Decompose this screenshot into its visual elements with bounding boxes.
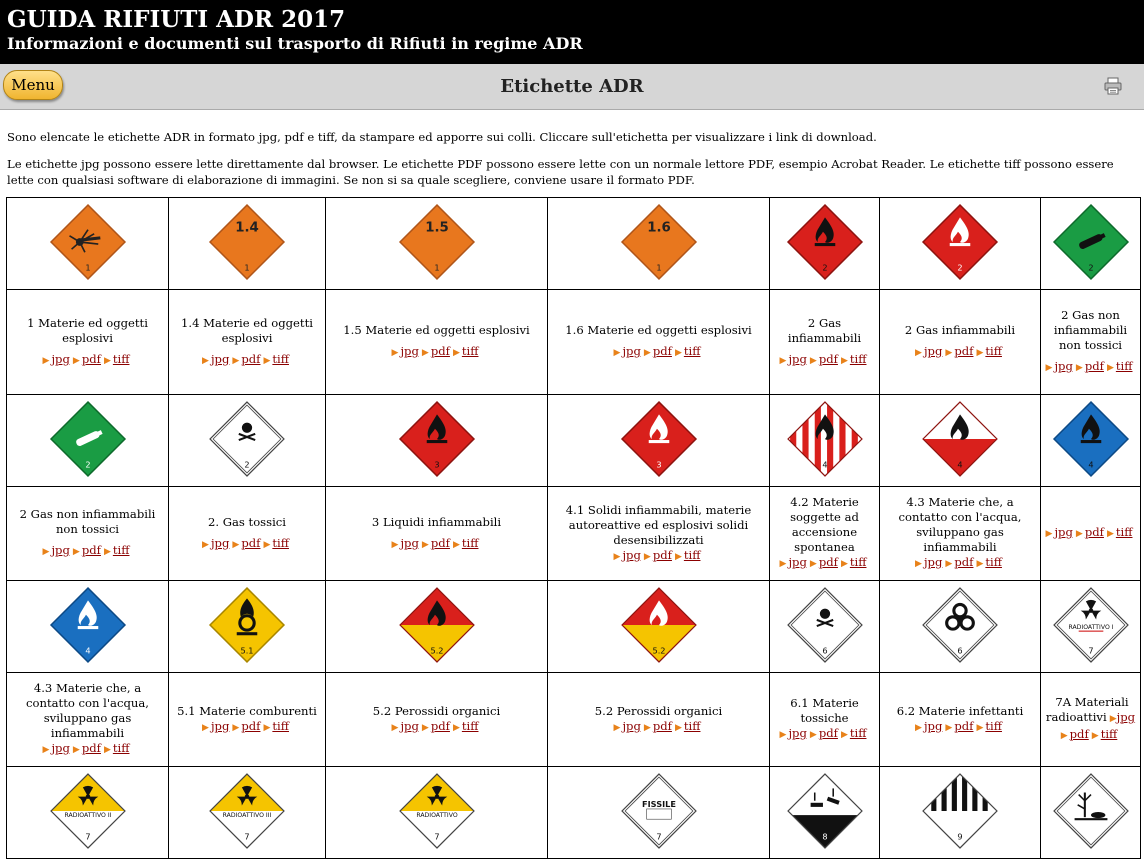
jpg-link[interactable]: jpg xyxy=(400,718,419,733)
explosive-1-5-label-icon[interactable] xyxy=(398,203,476,281)
label-number: 7 xyxy=(433,831,440,842)
menu-button[interactable]: Menu xyxy=(3,70,63,100)
site-title: GUIDA RIFIUTI ADR 2017 xyxy=(7,6,346,33)
pdf-link[interactable]: pdf xyxy=(818,726,838,740)
label-caption-cell xyxy=(169,673,326,767)
label-cell[interactable] xyxy=(169,581,326,673)
label-number: 2 xyxy=(821,262,828,273)
download-links: ▶ jpg ▶ pdf ▶ tiff xyxy=(915,555,1002,569)
label-caption: 4.2 Materie soggette ad accensione spontanea xyxy=(790,495,859,554)
jpg-link[interactable]: jpg xyxy=(622,344,641,358)
flammable-gas-white-label-icon[interactable] xyxy=(921,203,999,281)
label-number: 1 xyxy=(244,262,250,273)
jpg-link[interactable]: jpg xyxy=(400,344,419,358)
label-cell[interactable] xyxy=(770,581,880,673)
pdf-link[interactable]: pdf xyxy=(954,344,974,358)
flammable-liquid-white-label-icon[interactable] xyxy=(620,400,698,478)
tiff-link[interactable]: tiff xyxy=(461,535,479,550)
label-number: 4 xyxy=(957,459,963,470)
pdf-link[interactable]: pdf xyxy=(652,547,672,562)
label-cell[interactable] xyxy=(169,767,326,859)
label-caption-cell xyxy=(548,487,770,581)
label-number: 7 xyxy=(655,831,662,842)
label-number: 2 xyxy=(244,459,250,470)
tiff-link[interactable]: tiff xyxy=(272,718,289,733)
download-links: ▶ jpg ▶ pdf ▶ tiff xyxy=(779,351,867,366)
label-caption: 7A Materiali radioattivi xyxy=(1045,695,1129,724)
label-cell[interactable] xyxy=(1041,581,1141,673)
jpg-link[interactable]: jpg xyxy=(622,547,641,562)
label-cell[interactable] xyxy=(770,395,880,487)
label-caption: 2 Gas infiammabili xyxy=(787,315,862,345)
label-caption: 4.1 Solidi infiammabili, materie autoreattive ed esplosivi solidi desensibilizzati xyxy=(565,502,752,547)
label-caption: 1.5 Materie ed oggetti esplosivi xyxy=(343,323,530,337)
download-links: ▶ jpg ▶ pdf ▶ tiff xyxy=(202,718,289,733)
label-number: 5.1 xyxy=(240,645,254,656)
label-caption-cell xyxy=(880,487,1041,581)
label-radio-text: RADIOATTIVO xyxy=(415,811,458,819)
label-caption-cell xyxy=(169,290,326,395)
radioactive-label-icon[interactable] xyxy=(398,772,476,850)
label-cell[interactable] xyxy=(548,395,770,487)
tiff-link[interactable]: tiff xyxy=(461,344,479,358)
download-links: ▶ jpg ▶ pdf ▶ tiff xyxy=(202,535,289,550)
jpg-link[interactable]: jpg xyxy=(51,543,70,557)
jpg-link[interactable]: jpg xyxy=(400,535,419,550)
label-caption: 1.6 Materie ed oggetti esplosivi xyxy=(565,323,752,337)
label-symbol: 1.4 xyxy=(235,220,259,236)
label-caption: 5.2 Perossidi organici xyxy=(594,703,723,718)
pdf-link[interactable]: pdf xyxy=(1084,525,1104,539)
tiff-link[interactable]: tiff xyxy=(1115,359,1133,373)
label-cell[interactable] xyxy=(326,198,548,290)
environment-hazard-label-icon[interactable] xyxy=(1052,772,1130,850)
label-caption-cell xyxy=(326,487,548,581)
download-links: ▶ jpg ▶ pdf ▶ tiff xyxy=(1045,525,1133,539)
tiff-link[interactable]: tiff xyxy=(683,718,701,733)
label-symbol: 1.5 xyxy=(424,220,449,236)
label-number: 1 xyxy=(433,262,440,273)
download-links: ▶ jpg ▶ pdf ▶ tiff xyxy=(202,351,289,366)
download-links: ▶ jpg ▶ pdf ▶ tiff xyxy=(391,718,479,733)
flammable-liquid-label-icon[interactable] xyxy=(398,400,476,478)
download-links: ▶ jpg ▶ pdf ▶ tiff xyxy=(391,535,479,550)
label-number: 8 xyxy=(821,831,828,842)
pdf-link[interactable]: pdf xyxy=(81,543,101,557)
organic-peroxide-label-icon[interactable] xyxy=(398,586,476,664)
navbar xyxy=(0,64,1144,110)
jpg-link[interactable]: jpg xyxy=(923,555,943,569)
spontaneous-combustion-label-icon[interactable] xyxy=(921,400,999,478)
download-links: ▶ jpg ▶ pdf ▶ tiff xyxy=(915,344,1002,358)
labels-table xyxy=(6,197,1141,859)
page-title: Etichette ADR xyxy=(500,76,644,97)
jpg-link[interactable]: jpg xyxy=(788,555,807,569)
site-subtitle: Informazioni e documenti sul trasporto di Rifiuti in regime ADR xyxy=(7,34,583,53)
tiff-link[interactable]: tiff xyxy=(849,351,867,366)
label-caption-cell xyxy=(7,290,169,395)
label-caption: 2 Gas non infiammabili non tossici xyxy=(19,507,156,536)
label-fissile-text: FISSILE xyxy=(641,798,676,809)
tiff-link[interactable]: tiff xyxy=(985,344,1002,358)
oxidizer-label-icon[interactable] xyxy=(208,586,286,664)
pdf-link[interactable]: pdf xyxy=(81,351,101,366)
label-number: 2 xyxy=(84,459,91,470)
pdf-link[interactable]: pdf xyxy=(818,351,838,366)
label-caption-cell xyxy=(7,673,169,767)
tiff-link[interactable]: tiff xyxy=(849,555,867,569)
label-radio-text: RADIOATTIVO III xyxy=(222,811,272,819)
pdf-link[interactable]: pdf xyxy=(652,344,672,358)
download-links: ▶ jpg ▶ pdf ▶ tiff xyxy=(613,547,701,562)
tiff-link[interactable]: tiff xyxy=(1100,727,1118,741)
pdf-link[interactable]: pdf xyxy=(430,344,450,358)
label-caption-cell xyxy=(326,673,548,767)
jpg-link[interactable]: jpg xyxy=(1054,359,1073,373)
intro-paragraph: Sono elencate le etichette ADR in formato jpg, pdf e tiff, da stampare ed apporre sui colli. Cliccare sull'etichetta per visualizzare i link di download. xyxy=(7,130,877,144)
corrosive-label-icon[interactable] xyxy=(786,772,864,850)
label-cell[interactable] xyxy=(7,198,169,290)
label-caption: 6.2 Materie infettanti xyxy=(896,703,1024,718)
pdf-link[interactable]: pdf xyxy=(1084,359,1104,373)
label-cell[interactable] xyxy=(326,581,548,673)
misc-dangerous-label-icon[interactable] xyxy=(921,772,999,850)
jpg-link[interactable]: jpg xyxy=(1054,525,1073,539)
download-links: ▶ jpg ▶ pdf ▶ tiff xyxy=(613,718,701,733)
download-links: ▶ jpg ▶ pdf ▶ tiff xyxy=(1045,359,1133,373)
non-flammable-gas-white-label-icon[interactable] xyxy=(49,400,127,478)
jpg-link[interactable]: jpg xyxy=(923,718,943,733)
label-caption: 2. Gas tossici xyxy=(207,514,286,529)
label-caption-cell xyxy=(880,290,1041,395)
label-caption-cell xyxy=(1041,290,1141,395)
label-number: 2 xyxy=(1087,262,1094,273)
label-cell[interactable] xyxy=(880,198,1041,290)
fissile-label-icon[interactable] xyxy=(620,772,698,850)
download-links: ▶ jpg ▶ pdf ▶ tiff xyxy=(613,344,701,358)
label-cell[interactable] xyxy=(880,395,1041,487)
jpg-link[interactable]: jpg xyxy=(210,718,230,733)
label-cell[interactable] xyxy=(548,581,770,673)
toxic-gas-label-icon[interactable] xyxy=(208,400,286,478)
label-cell[interactable] xyxy=(7,767,169,859)
tiff-link[interactable]: tiff xyxy=(849,726,867,740)
explosive-1-6-label-icon[interactable] xyxy=(620,203,698,281)
radioactive-i-label-icon[interactable] xyxy=(1052,586,1130,664)
jpg-link[interactable]: jpg xyxy=(51,351,70,366)
label-caption-cell xyxy=(880,673,1041,767)
jpg-link[interactable]: jpg xyxy=(788,351,807,366)
label-caption-cell: 7A Materiali radioattivi ▶jpg ▶ pdf ▶ tiff xyxy=(1041,673,1141,767)
download-links: ▶ jpg ▶ pdf ▶ tiff xyxy=(391,344,479,358)
label-caption-cell xyxy=(1041,487,1141,581)
label-number: 3 xyxy=(433,459,440,470)
label-cell[interactable] xyxy=(880,767,1041,859)
pdf-link[interactable]: pdf xyxy=(954,555,974,569)
intro-text xyxy=(0,110,1144,188)
label-cell[interactable] xyxy=(7,395,169,487)
label-caption-cell xyxy=(7,487,169,581)
download-links: ▶ jpg ▶ pdf ▶ tiff xyxy=(915,718,1002,733)
label-number: 5.2 xyxy=(651,645,666,656)
label-caption: 2 Gas non infiammabili non tossici xyxy=(1053,308,1128,352)
label-cell[interactable] xyxy=(770,198,880,290)
flammable-gas-label-icon[interactable] xyxy=(786,203,864,281)
biohazard-label-icon[interactable] xyxy=(921,586,999,664)
jpg-link[interactable]: jpg xyxy=(51,741,70,755)
download-links: ▶ pdf ▶ tiff xyxy=(1060,727,1118,741)
tiff-link[interactable]: tiff xyxy=(112,543,130,557)
dangerous-when-wet-label-icon[interactable] xyxy=(1052,400,1130,478)
label-cell[interactable] xyxy=(880,581,1041,673)
label-number: 7 xyxy=(84,831,91,842)
download-links: ▶ jpg ▶ pdf ▶ tiff xyxy=(42,351,130,366)
label-cell[interactable] xyxy=(1041,198,1141,290)
label-caption: 5.1 Materie comburenti xyxy=(177,703,317,718)
label-number: 7 xyxy=(1087,645,1094,656)
label-caption: 5.2 Perossidi organici xyxy=(372,703,501,718)
label-caption-cell xyxy=(326,290,548,395)
label-cell[interactable] xyxy=(1041,767,1141,859)
tiff-link[interactable]: tiff xyxy=(985,555,1002,569)
pdf-link[interactable]: pdf xyxy=(1069,727,1089,741)
explosive-label-icon[interactable] xyxy=(49,203,127,281)
radioactive-ii-label-icon[interactable] xyxy=(49,772,127,850)
jpg-link[interactable]: jpg xyxy=(788,726,807,740)
label-caption: 4.3 Materie che, a contatto con l'acqua, sviluppano gas infiammabili xyxy=(26,681,149,740)
jpg-link[interactable]: jpg xyxy=(1116,710,1136,724)
label-number: 4 xyxy=(821,459,828,470)
label-cell[interactable] xyxy=(548,198,770,290)
label-number: 5.2 xyxy=(429,645,444,656)
pdf-link[interactable]: pdf xyxy=(818,555,838,569)
label-cell[interactable] xyxy=(326,767,548,859)
label-caption-cell xyxy=(548,673,770,767)
download-links: ▶ jpg ▶ pdf ▶ tiff xyxy=(779,726,867,740)
label-caption-cell xyxy=(770,290,880,395)
jpg-link[interactable]: jpg xyxy=(210,535,230,550)
pdf-link[interactable]: pdf xyxy=(81,741,101,755)
label-number: 3 xyxy=(655,459,662,470)
site-header xyxy=(0,0,1144,64)
label-cell[interactable] xyxy=(548,767,770,859)
label-cell[interactable] xyxy=(169,198,326,290)
label-number: 7 xyxy=(244,831,250,842)
label-number: 6 xyxy=(821,645,828,656)
label-cell[interactable] xyxy=(770,767,880,859)
label-radio-text: RADIOATTIVO I xyxy=(1067,623,1114,631)
label-number: 1 xyxy=(84,262,91,273)
label-caption: 4.3 Materie che, a contatto con l'acqua, sviluppano gas infiammabili xyxy=(898,495,1022,554)
label-cell[interactable] xyxy=(1041,395,1141,487)
pdf-link[interactable]: pdf xyxy=(241,718,261,733)
tiff-link[interactable]: tiff xyxy=(112,741,130,755)
download-links: ▶ jpg ▶ pdf ▶ tiff xyxy=(42,741,130,755)
organic-peroxide-white-label-icon[interactable] xyxy=(620,586,698,664)
label-number: 4 xyxy=(84,645,91,656)
flammable-solid-label-icon[interactable] xyxy=(786,400,864,478)
jpg-link[interactable]: jpg xyxy=(622,718,641,733)
label-number: 2 xyxy=(957,262,963,273)
label-caption: 1.4 Materie ed oggetti esplosivi xyxy=(181,315,313,345)
download-links: ▶ jpg ▶ pdf ▶ tiff xyxy=(779,555,867,569)
printer-icon[interactable] xyxy=(1104,77,1122,95)
tiff-link[interactable]: tiff xyxy=(112,351,130,366)
label-caption-cell xyxy=(770,673,880,767)
pdf-link[interactable]: pdf xyxy=(430,718,450,733)
label-caption-cell xyxy=(169,487,326,581)
label-number: 6 xyxy=(957,645,963,656)
tiff-link[interactable]: tiff xyxy=(683,344,701,358)
tiff-link[interactable]: tiff xyxy=(272,351,289,366)
tiff-link[interactable]: tiff xyxy=(985,718,1002,733)
label-cell[interactable] xyxy=(326,395,548,487)
tiff-link[interactable]: tiff xyxy=(683,547,701,562)
pdf-link[interactable]: pdf xyxy=(430,535,450,550)
label-symbol: 1.6 xyxy=(646,220,671,236)
label-number: 9 xyxy=(957,831,963,842)
label-cell[interactable] xyxy=(169,395,326,487)
jpg-link[interactable]: jpg xyxy=(210,351,230,366)
non-flammable-gas-label-icon[interactable] xyxy=(1052,203,1130,281)
label-caption: 1 Materie ed oggetti esplosivi xyxy=(27,315,148,345)
pdf-link[interactable]: pdf xyxy=(652,718,672,733)
label-radio-text: RADIOATTIVO II xyxy=(64,811,111,819)
label-number: 4 xyxy=(1087,459,1094,470)
label-caption: 6.1 Materie tossiche xyxy=(790,696,859,725)
pdf-link[interactable]: pdf xyxy=(241,535,261,550)
explosive-1-4-label-icon[interactable] xyxy=(208,203,286,281)
jpg-link[interactable]: jpg xyxy=(923,344,943,358)
label-cell[interactable] xyxy=(7,581,169,673)
dangerous-when-wet-white-label-icon[interactable] xyxy=(49,586,127,664)
tiff-link[interactable]: tiff xyxy=(272,535,289,550)
label-number: 1 xyxy=(655,262,662,273)
label-caption: 2 Gas infiammabili xyxy=(904,323,1016,337)
pdf-link[interactable]: pdf xyxy=(241,351,261,366)
label-caption: 3 Liquidi infiammabili xyxy=(371,514,502,529)
tiff-link[interactable]: tiff xyxy=(461,718,479,733)
pdf-link[interactable]: pdf xyxy=(954,718,974,733)
download-links: ▶ jpg ▶ pdf ▶ tiff xyxy=(42,543,130,557)
label-caption-cell xyxy=(770,487,880,581)
intro-paragraph: Le etichette jpg possono essere lette direttamente dal browser. Le etichette PDF possono essere lette con un normale lettore PDF, esempio Acrobat Reader. Le etichette tiff possono essere lette con qualsiasi software di elaborazione di immagini. Se non si sa quale scegliere, conviene usare il formato PDF. xyxy=(7,157,1114,187)
toxic-label-icon[interactable] xyxy=(786,586,864,664)
tiff-link[interactable]: tiff xyxy=(1115,525,1133,539)
radioactive-iii-label-icon[interactable] xyxy=(208,772,286,850)
label-caption-cell xyxy=(548,290,770,395)
